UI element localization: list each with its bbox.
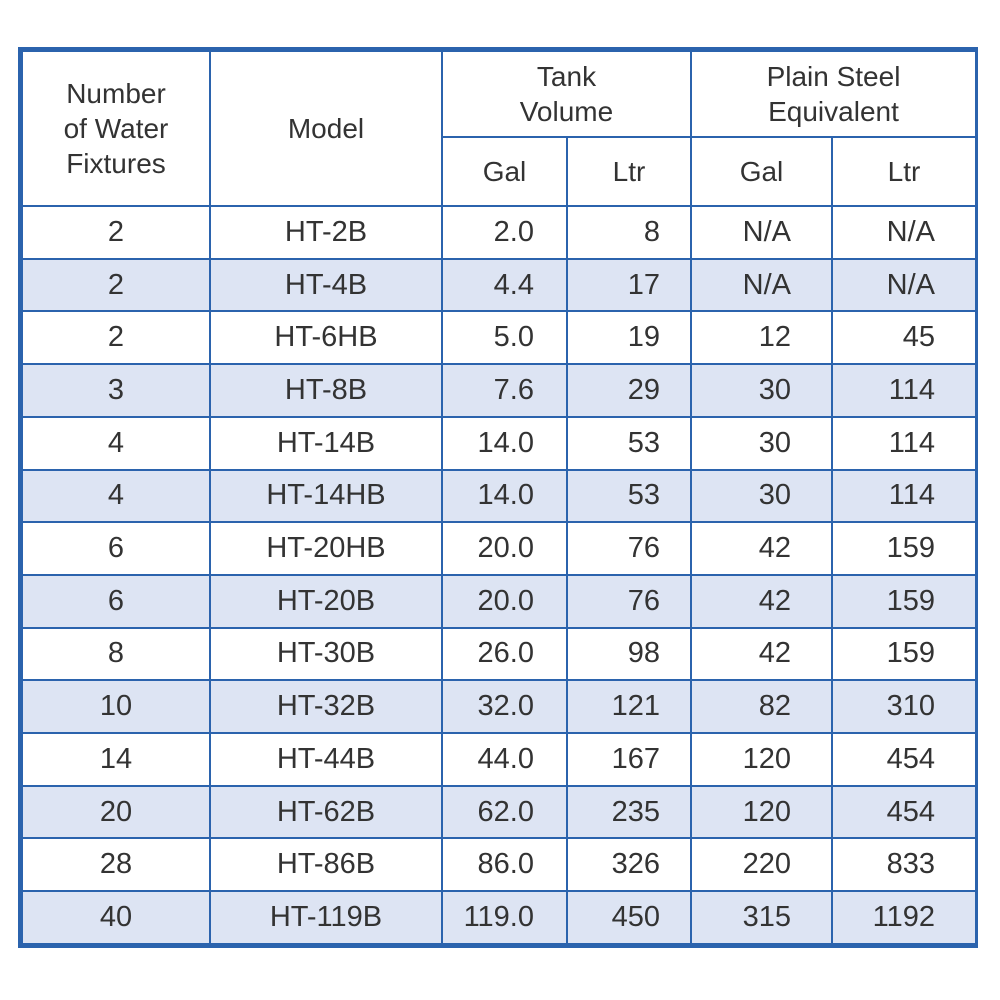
- table-header: [22, 51, 976, 206]
- cell-model: HT-44B: [210, 733, 442, 786]
- cell-steel-ltr: 114: [832, 470, 976, 523]
- cell-fixtures: 2: [22, 259, 210, 312]
- cell-steel-ltr: N/A: [832, 259, 976, 312]
- cell-fixtures: 40: [22, 891, 210, 944]
- cell-steel-ltr: 159: [832, 575, 976, 628]
- header-fixtures: [22, 51, 210, 206]
- cell-steel-gal: 30: [691, 364, 832, 417]
- cell-tank-gal: 2.0: [442, 206, 567, 259]
- cell-model: HT-14HB: [210, 470, 442, 523]
- cell-fixtures: 2: [22, 311, 210, 364]
- header-tank-line2: Volume: [519, 96, 614, 127]
- cell-steel-gal: 42: [691, 628, 832, 681]
- cell-model: HT-62B: [210, 786, 442, 839]
- header-fixtures-line3: Fixtures: [66, 148, 166, 179]
- table-row: [22, 733, 976, 786]
- cell-tank-ltr: 76: [567, 522, 691, 575]
- cell-fixtures: 14: [22, 733, 210, 786]
- cell-tank-ltr: 17: [567, 259, 691, 312]
- cell-steel-gal: 30: [691, 470, 832, 523]
- cell-tank-gal: 20.0: [442, 575, 567, 628]
- cell-steel-gal: 12: [691, 311, 832, 364]
- table-row: [22, 786, 976, 839]
- cell-tank-gal: 26.0: [442, 628, 567, 681]
- cell-tank-ltr: 19: [567, 311, 691, 364]
- table-row: [22, 628, 976, 681]
- cell-model: HT-2B: [210, 206, 442, 259]
- cell-steel-ltr: 1192: [832, 891, 976, 944]
- cell-tank-gal: 44.0: [442, 733, 567, 786]
- cell-tank-ltr: 53: [567, 417, 691, 470]
- cell-tank-ltr: 121: [567, 680, 691, 733]
- cell-tank-gal: 20.0: [442, 522, 567, 575]
- cell-tank-gal: 86.0: [442, 838, 567, 891]
- cell-steel-gal: 30: [691, 417, 832, 470]
- cell-steel-ltr: 114: [832, 417, 976, 470]
- cell-steel-gal: 220: [691, 838, 832, 891]
- table-row: [22, 470, 976, 523]
- cell-tank-gal: 119.0: [442, 891, 567, 944]
- cell-model: HT-4B: [210, 259, 442, 312]
- cell-steel-gal: 120: [691, 733, 832, 786]
- cell-tank-gal: 5.0: [442, 311, 567, 364]
- table-row: [22, 259, 976, 312]
- cell-steel-ltr: 454: [832, 733, 976, 786]
- cell-steel-ltr: N/A: [832, 206, 976, 259]
- cell-steel-ltr: 454: [832, 786, 976, 839]
- cell-tank-ltr: 53: [567, 470, 691, 523]
- cell-tank-gal: 62.0: [442, 786, 567, 839]
- cell-steel-ltr: 159: [832, 522, 976, 575]
- cell-tank-gal: 4.4: [442, 259, 567, 312]
- table-row: [22, 522, 976, 575]
- cell-steel-gal: N/A: [691, 259, 832, 312]
- table-row: [22, 417, 976, 470]
- cell-fixtures: 8: [22, 628, 210, 681]
- cell-model: HT-14B: [210, 417, 442, 470]
- header-tank-ltr: Ltr: [567, 137, 691, 206]
- cell-model: HT-32B: [210, 680, 442, 733]
- header-model: Model: [210, 51, 442, 206]
- cell-tank-gal: 32.0: [442, 680, 567, 733]
- table-row: [22, 891, 976, 944]
- table-row: [22, 838, 976, 891]
- cell-tank-ltr: 8: [567, 206, 691, 259]
- cell-tank-ltr: 326: [567, 838, 691, 891]
- header-steel-gal: Gal: [691, 137, 832, 206]
- table-row: [22, 364, 976, 417]
- header-tank-gal: Gal: [442, 137, 567, 206]
- spec-table-container: [18, 47, 978, 948]
- cell-steel-ltr: 833: [832, 838, 976, 891]
- cell-fixtures: 3: [22, 364, 210, 417]
- header-steel-ltr: Ltr: [832, 137, 976, 206]
- cell-steel-gal: 82: [691, 680, 832, 733]
- cell-steel-gal: 315: [691, 891, 832, 944]
- cell-steel-gal: 120: [691, 786, 832, 839]
- cell-tank-gal: 14.0: [442, 417, 567, 470]
- table-body: [22, 206, 976, 944]
- cell-fixtures: 4: [22, 470, 210, 523]
- cell-model: HT-86B: [210, 838, 442, 891]
- cell-tank-ltr: 167: [567, 733, 691, 786]
- header-tank-line1: Tank: [536, 61, 597, 92]
- header-fixtures-line1: Number: [66, 78, 166, 109]
- cell-tank-gal: 14.0: [442, 470, 567, 523]
- header-steel-line2: Equivalent: [768, 96, 899, 127]
- cell-fixtures: 4: [22, 417, 210, 470]
- cell-fixtures: 6: [22, 522, 210, 575]
- cell-model: HT-119B: [210, 891, 442, 944]
- header-steel-line1: Plain Steel: [766, 61, 901, 92]
- cell-steel-ltr: 159: [832, 628, 976, 681]
- cell-model: HT-30B: [210, 628, 442, 681]
- cell-tank-ltr: 98: [567, 628, 691, 681]
- cell-steel-ltr: 310: [832, 680, 976, 733]
- cell-tank-ltr: 29: [567, 364, 691, 417]
- cell-steel-ltr: 114: [832, 364, 976, 417]
- cell-fixtures: 28: [22, 838, 210, 891]
- cell-tank-ltr: 76: [567, 575, 691, 628]
- header-tank-volume: [442, 51, 691, 137]
- header-fixtures-line2: of Water: [63, 113, 169, 144]
- cell-model: HT-20B: [210, 575, 442, 628]
- cell-model: HT-20HB: [210, 522, 442, 575]
- table-row: [22, 311, 976, 364]
- table-row: [22, 575, 976, 628]
- cell-fixtures: 10: [22, 680, 210, 733]
- cell-tank-ltr: 235: [567, 786, 691, 839]
- cell-model: HT-6HB: [210, 311, 442, 364]
- cell-fixtures: 2: [22, 206, 210, 259]
- cell-fixtures: 20: [22, 786, 210, 839]
- table-row: [22, 206, 976, 259]
- cell-tank-gal: 7.6: [442, 364, 567, 417]
- cell-fixtures: 6: [22, 575, 210, 628]
- cell-steel-ltr: 45: [832, 311, 976, 364]
- cell-steel-gal: 42: [691, 522, 832, 575]
- header-row-top: [22, 51, 976, 137]
- cell-tank-ltr: 450: [567, 891, 691, 944]
- cell-model: HT-8B: [210, 364, 442, 417]
- tank-spec-table: [21, 50, 977, 945]
- cell-steel-gal: 42: [691, 575, 832, 628]
- table-row: [22, 680, 976, 733]
- cell-steel-gal: N/A: [691, 206, 832, 259]
- header-plain-steel: [691, 51, 976, 137]
